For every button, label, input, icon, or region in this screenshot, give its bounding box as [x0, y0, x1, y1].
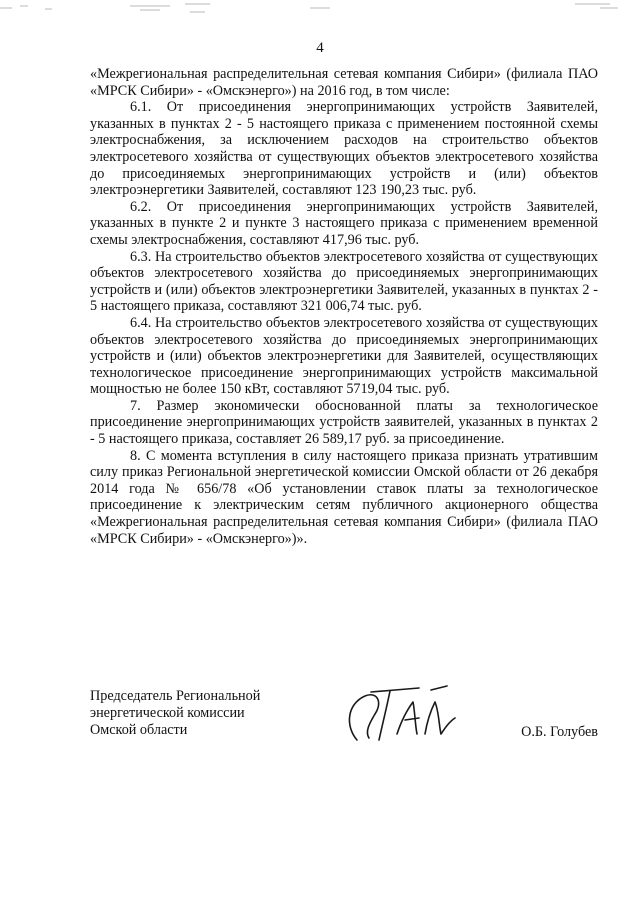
signer-title-line: Председатель Региональной — [90, 688, 261, 704]
paragraph-intro: «Межрегиональная распределительная сетевая компания Сибири» (филиала ПАО «МРСК Сибири» - «Омскэнерго») на 2016 год, в том числе: — [90, 66, 598, 99]
handwritten-signature-icon — [335, 682, 470, 748]
paragraph-8: 8. С момента вступления в силу настоящего приказа признать утратившим силу приказ Региональной энергетической комиссии Омской области от 26 декабря 2014 года № 656/78 «Об установлении ставок платы за технологическое присоединение к электрическим сетям публичного акционерного общества «Межрегиональная распределительная сетевая компания Сибири» (филиала ПАО «МРСК Сибири» - «Омскэнерго»)». — [90, 447, 598, 547]
signature-block — [90, 688, 598, 758]
signer-title — [90, 688, 320, 739]
scan-artifact-marks — [0, 0, 640, 30]
paragraph-7: 7. Размер экономически обоснованной платы за технологическое присоединение энергопринимающих устройств заявителей, указанных в пунктах 2 - 5 настоящего приказа, составляет 26 589,17 руб. за присоединение. — [90, 397, 598, 448]
paragraph-6-2: 6.2. От присоединения энергопринимающих устройств Заявителей, указанных в пункте 2 и пункте 3 настоящего приказа с применением временной схемы электроснабжения, составляют 417,96 тыс. руб. — [90, 198, 598, 248]
signer-name: О.Б. Голубев — [521, 724, 598, 740]
paragraph-6-4: 6.4. На строительство объектов электросетевого хозяйства от существующих объектов электросетевого хозяйства до присоединяемых энергопринимающих устройств и (или) объектов электроэнергетики для Заявителей, осуществляющих технологическое присоединение энергопринимающих устройств максимальной мощностью не более 150 кВт, составляют 5719,04 тыс. руб. — [90, 314, 598, 398]
signer-title-line: Омской области — [90, 722, 188, 738]
paragraph-6-1: 6.1. От присоединения энергопринимающих устройств Заявителей, указанных в пунктах 2 - 5 настоящего приказа с применением постоянной схемы электроснабжения, за исключением расходов на строительство объектов электросетевого хозяйства от существующих объектов электросетевого хозяйства до присоединяемых энергопринимающих устройств и (или) объектов электроэнергетики Заявителей, составляют 123 190,23 тыс. руб. — [90, 99, 598, 199]
signer-title-line: энергетической комиссии — [90, 705, 245, 721]
paragraph-6-3: 6.3. На строительство объектов электросетевого хозяйства от существующих объектов электросетевого хозяйства до присоединяемых энергопринимающих устройств и (или) объектов электроэнергетики Заявителей, указанных в пунктах 2 - 5 настоящего приказа, составляют 321 006,74 тыс. руб. — [90, 248, 598, 315]
page-number: 4 — [316, 40, 324, 56]
document-body — [90, 66, 598, 547]
